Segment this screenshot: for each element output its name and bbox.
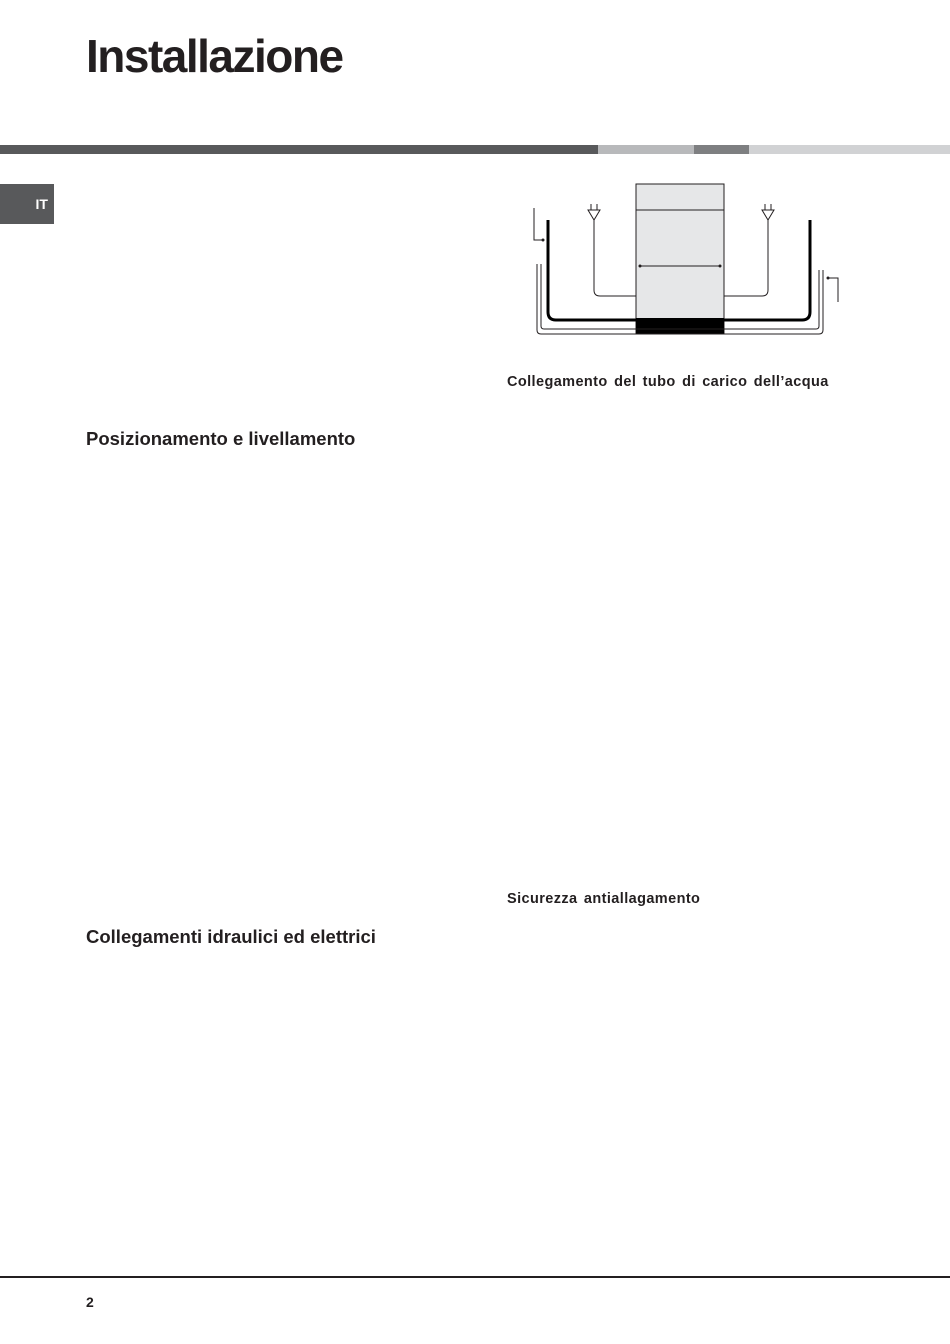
- header-band-light: [598, 145, 694, 154]
- language-tab: IT: [0, 184, 54, 224]
- header-band-pale: [749, 145, 950, 154]
- figure-caption-flood-safety: Sicurezza antiallagamento: [507, 891, 701, 907]
- appliance-body: [636, 184, 724, 334]
- page-title: Installazione: [86, 30, 343, 82]
- tap-pipe-right: [724, 220, 768, 296]
- width-arrow-end-left: [639, 265, 642, 268]
- water-inlet-diagram: [526, 180, 846, 340]
- header-band-dark: [0, 145, 598, 154]
- width-arrow-end-right: [719, 265, 722, 268]
- tap-pipe-left: [594, 220, 636, 296]
- tap-left-icon: [588, 210, 600, 220]
- section-heading-positioning: Posizionamento e livellamento: [86, 428, 356, 449]
- appliance-base: [636, 318, 724, 334]
- tap-right-icon: [762, 210, 774, 220]
- pointer-right: [829, 278, 838, 302]
- page-number: 2: [86, 1294, 94, 1310]
- figure-caption-water-inlet: Collegamento del tubo di carico dell’acqua: [507, 374, 829, 390]
- pointer-left: [534, 208, 542, 240]
- header-band-mid: [694, 145, 749, 154]
- footer-rule: [0, 1276, 950, 1278]
- section-heading-connections: Collegamenti idraulici ed elettrici: [86, 926, 376, 947]
